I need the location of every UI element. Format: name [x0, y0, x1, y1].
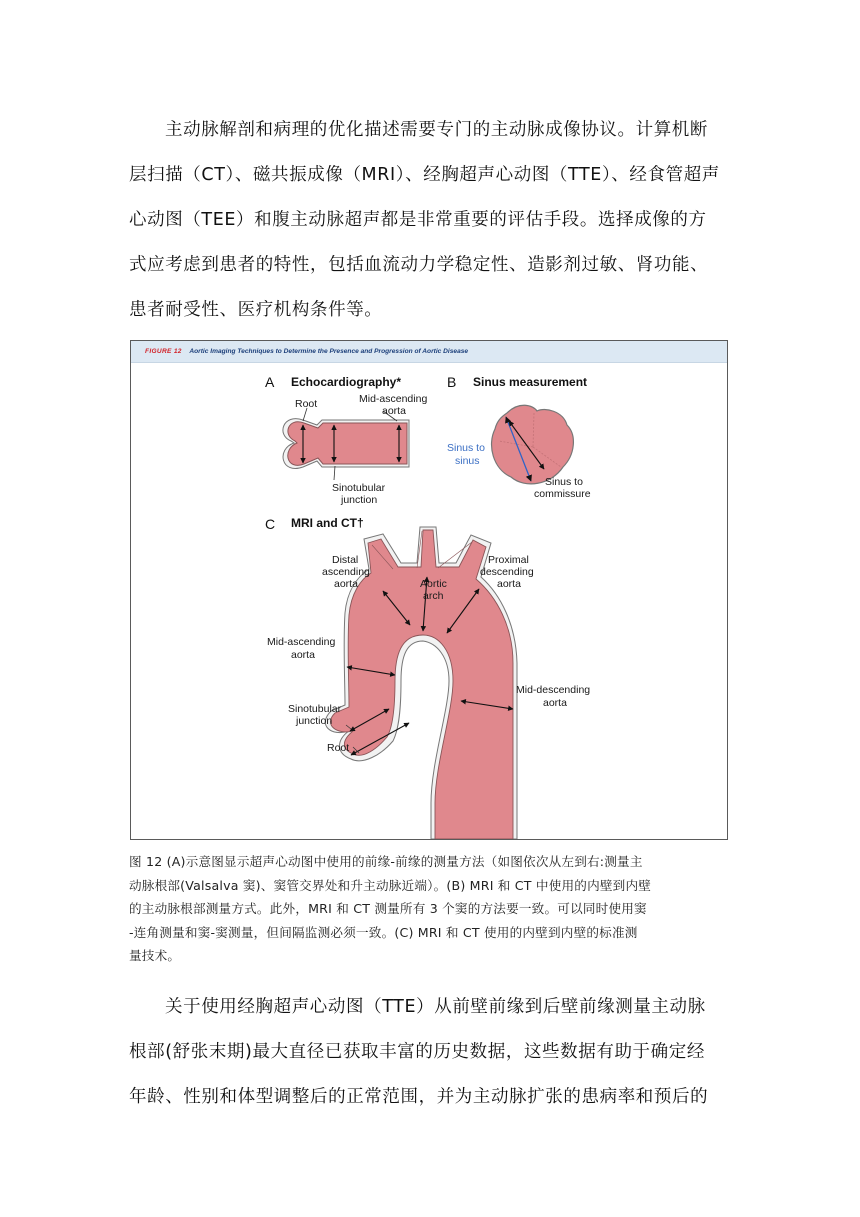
caption-line: 动脉根部(Valsalva 窦)、窦管交界处和升主动脉近端）。(B) MRI 和 CT 中使用的内壁到内壁 [129, 877, 652, 893]
figure-number: FIGURE 12 [145, 348, 182, 355]
label-proximal-descending: descending [480, 566, 534, 578]
caption-line: 图 12 (A)示意图显示超声心动图中使用的前缘-前缘的测量方法（如图依次从左到右:测量主 [129, 854, 643, 869]
label-mid-ascending-c: Mid-ascending [267, 636, 336, 648]
label-sinotubular-c: junction [296, 715, 333, 727]
label-proximal-descending: Proximal [488, 554, 529, 566]
paragraph-line: 层扫描（CT）、磁共振成像（MRI）、经胸超声心动图（TTE）、经食管超声 [129, 165, 720, 185]
figure-title: Aortic Imaging Techniques to Determine the Presence and Progression of Aortic Disease [189, 348, 469, 355]
label-mid-descending: aorta [543, 697, 567, 709]
sinus-cross-section [492, 405, 574, 484]
body-paragraph [129, 985, 729, 1120]
label-distal-ascending: Distal [332, 554, 359, 566]
label-sinus-to-commissure: Sinus to [545, 476, 583, 488]
paragraph-line: 关于使用经胸超声心动图（TTE）从前壁前缘到后壁前缘测量主动脉 [165, 997, 706, 1017]
label-root: Root [295, 398, 318, 410]
figure-caption [129, 850, 729, 968]
paragraph-line: 式应考虑到患者的特性，包括血流动力学稳定性、造影剂过敏、肾功能、 [129, 255, 709, 275]
caption-line: 的主动脉根部测量方式。此外，MRI 和 CT 测量所有 3 个窦的方法要一致。可以同时使用窦 [129, 901, 647, 916]
label-mid-descending: Mid-descending [516, 684, 591, 696]
panel-a-letter: A [265, 374, 275, 390]
panel-c-title: MRI and CT† [291, 516, 364, 530]
panel-b [447, 374, 591, 500]
label-sinus-to-commissure: commissure [534, 488, 591, 500]
label-aortic-arch: Aortic [420, 578, 447, 590]
label-sinus-to-sinus: Sinus to [447, 442, 485, 454]
label-distal-ascending: ascending [322, 566, 370, 578]
label-sinotubular: junction [341, 494, 378, 506]
panel-a [265, 374, 427, 506]
label-proximal-descending: aorta [497, 578, 521, 590]
paragraph-line: 年龄、性别和体型调整后的正常范围，并为主动脉扩张的患病率和预后的 [129, 1087, 709, 1107]
paragraph-line: 心动图（TEE）和腹主动脉超声都是非常重要的评估手段。选择成像的方 [129, 210, 707, 230]
label-sinotubular: Sinotubular [332, 482, 386, 494]
paragraph-line: 患者耐受性、医疗机构条件等。 [129, 300, 383, 320]
caption-line: -连角测量和窦-窦测量，但间隔监测必须一致。(C) MRI 和 CT 使用的内壁到内壁的标准测 [129, 924, 638, 940]
panel-b-title: Sinus measurement [473, 375, 588, 389]
panel-c [265, 516, 590, 839]
label-root-c: Root [327, 742, 350, 754]
panel-a-title: Echocardiography* [291, 375, 402, 389]
paragraph-line: 根部(舒张末期)最大直径已获取丰富的历史数据，这些数据有助于确定经 [129, 1042, 705, 1062]
label-mid-ascending: aorta [382, 405, 406, 417]
figure-12 [130, 340, 728, 840]
intro-paragraph [129, 108, 729, 333]
figure-diagram [131, 363, 727, 839]
label-sinotubular-c: Sinotubular [288, 703, 342, 715]
label-mid-ascending-c: aorta [291, 649, 315, 661]
label-sinus-to-sinus: sinus [455, 455, 480, 467]
label-mid-ascending: Mid-ascending [359, 393, 428, 405]
label-aortic-arch: arch [423, 590, 444, 602]
figure-header [131, 341, 727, 363]
panel-c-letter: C [265, 516, 276, 532]
label-distal-ascending: aorta [334, 578, 358, 590]
paragraph-line: 主动脉解剖和病理的优化描述需要专门的主动脉成像协议。计算机断 [165, 120, 708, 140]
caption-line: 量技术。 [129, 948, 181, 963]
echo-aorta-body [288, 422, 407, 466]
panel-b-letter: B [447, 374, 457, 390]
